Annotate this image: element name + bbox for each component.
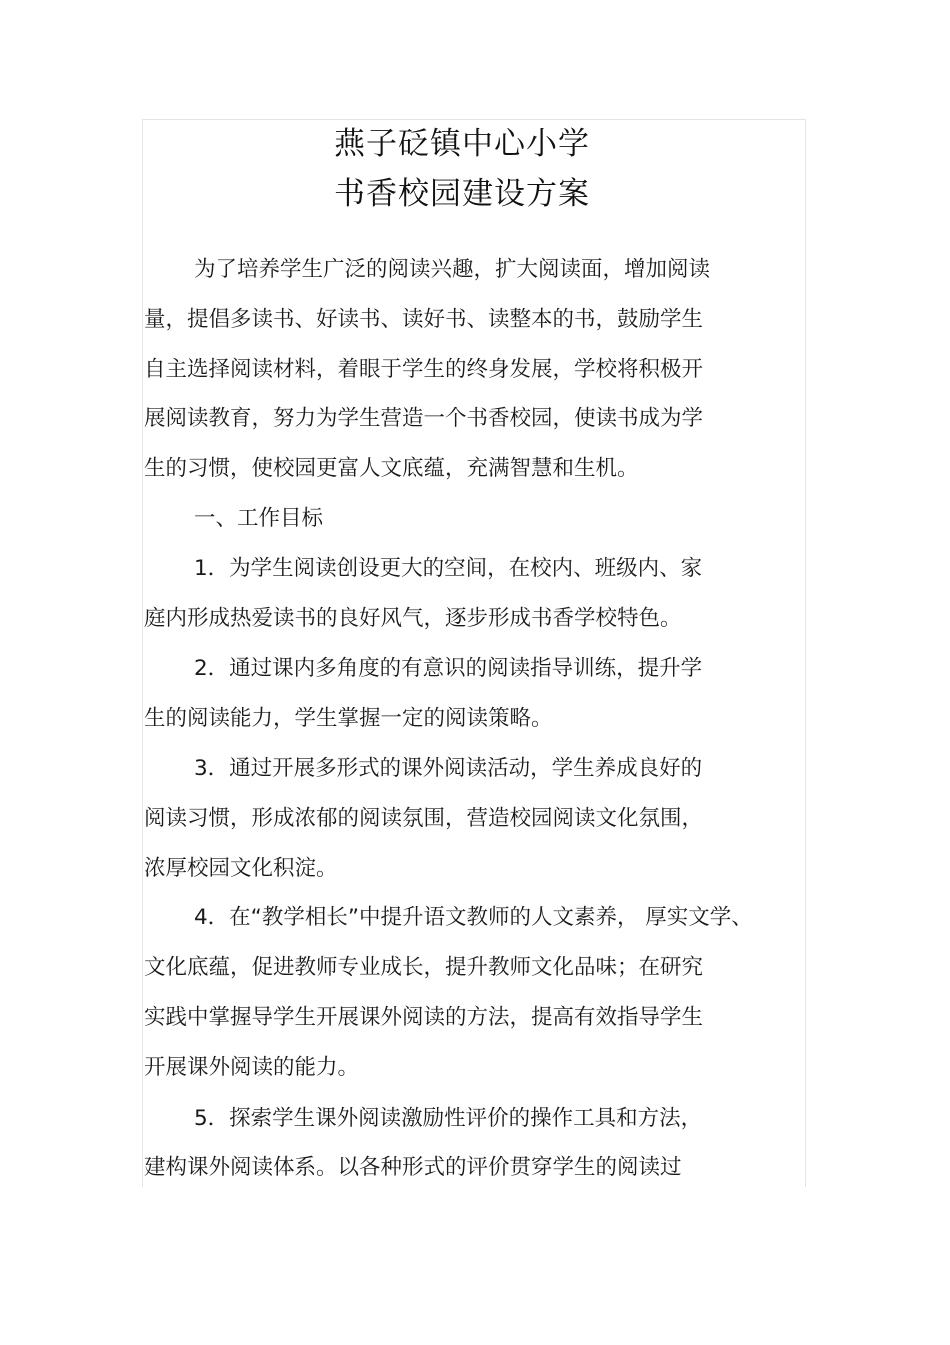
paragraph-line: 实践中掌握导学生开展课外阅读的方法，提高有效指导学生 (144, 1005, 704, 1030)
paragraph-line: 开展课外阅读的能力。 (144, 1055, 360, 1080)
paragraph-line: 建构课外阅读体系。以各种形式的评价贯穿学生的阅读过 (144, 1155, 682, 1180)
document-title-school: 燕子砭镇中心小学 (334, 126, 590, 162)
paragraph-line: 量，提倡多读书、好读书、读好书、读整本的书，鼓励学生 (144, 307, 704, 332)
paragraph-line: 自主选择阅读材料，着眼于学生的终身发展，学校将积极开 (144, 357, 704, 382)
paragraph-line: 展阅读教育，努力为学生营造一个书香校园，使读书成为学 (144, 406, 704, 431)
paragraph-line: 1．为学生阅读创设更大的空间，在校内、班级内、家 (194, 556, 703, 581)
document-title-plan: 书香校园建设方案 (334, 176, 590, 212)
paragraph-line: 文化底蕴，促进教师专业成长，提升教师文化品味；在研究 (144, 955, 704, 980)
paragraph-line: 为了培养学生广泛的阅读兴趣，扩大阅读面，增加阅读 (194, 257, 711, 282)
paragraph-line: 生的习惯，使校园更富人文底蕴，充满智慧和生机。 (144, 456, 639, 481)
paragraph-line: 阅读习惯，形成浓郁的阅读氛围，营造校园阅读文化氛围， (144, 806, 704, 831)
paragraph-line: 生的阅读能力，学生掌握一定的阅读策略。 (144, 706, 553, 731)
section-heading: 一、工作目标 (194, 506, 324, 531)
paragraph-line: 浓厚校园文化积淀。 (144, 856, 338, 881)
paragraph-line: 庭内形成热爱读书的良好风气，逐步形成书香学校特色。 (144, 606, 682, 631)
paragraph-line: 4．在“教学相长”中提升语文教师的人文素养， 厚实文学、 (194, 905, 753, 930)
paragraph-line: 2．通过课内多角度的有意识的阅读指导训练，提升学 (194, 656, 703, 681)
paragraph-line: 5．探索学生课外阅读激励性评价的操作工具和方法， (194, 1106, 703, 1131)
paragraph-line: 3．通过开展多形式的课外阅读活动，学生养成良好的 (194, 756, 703, 781)
